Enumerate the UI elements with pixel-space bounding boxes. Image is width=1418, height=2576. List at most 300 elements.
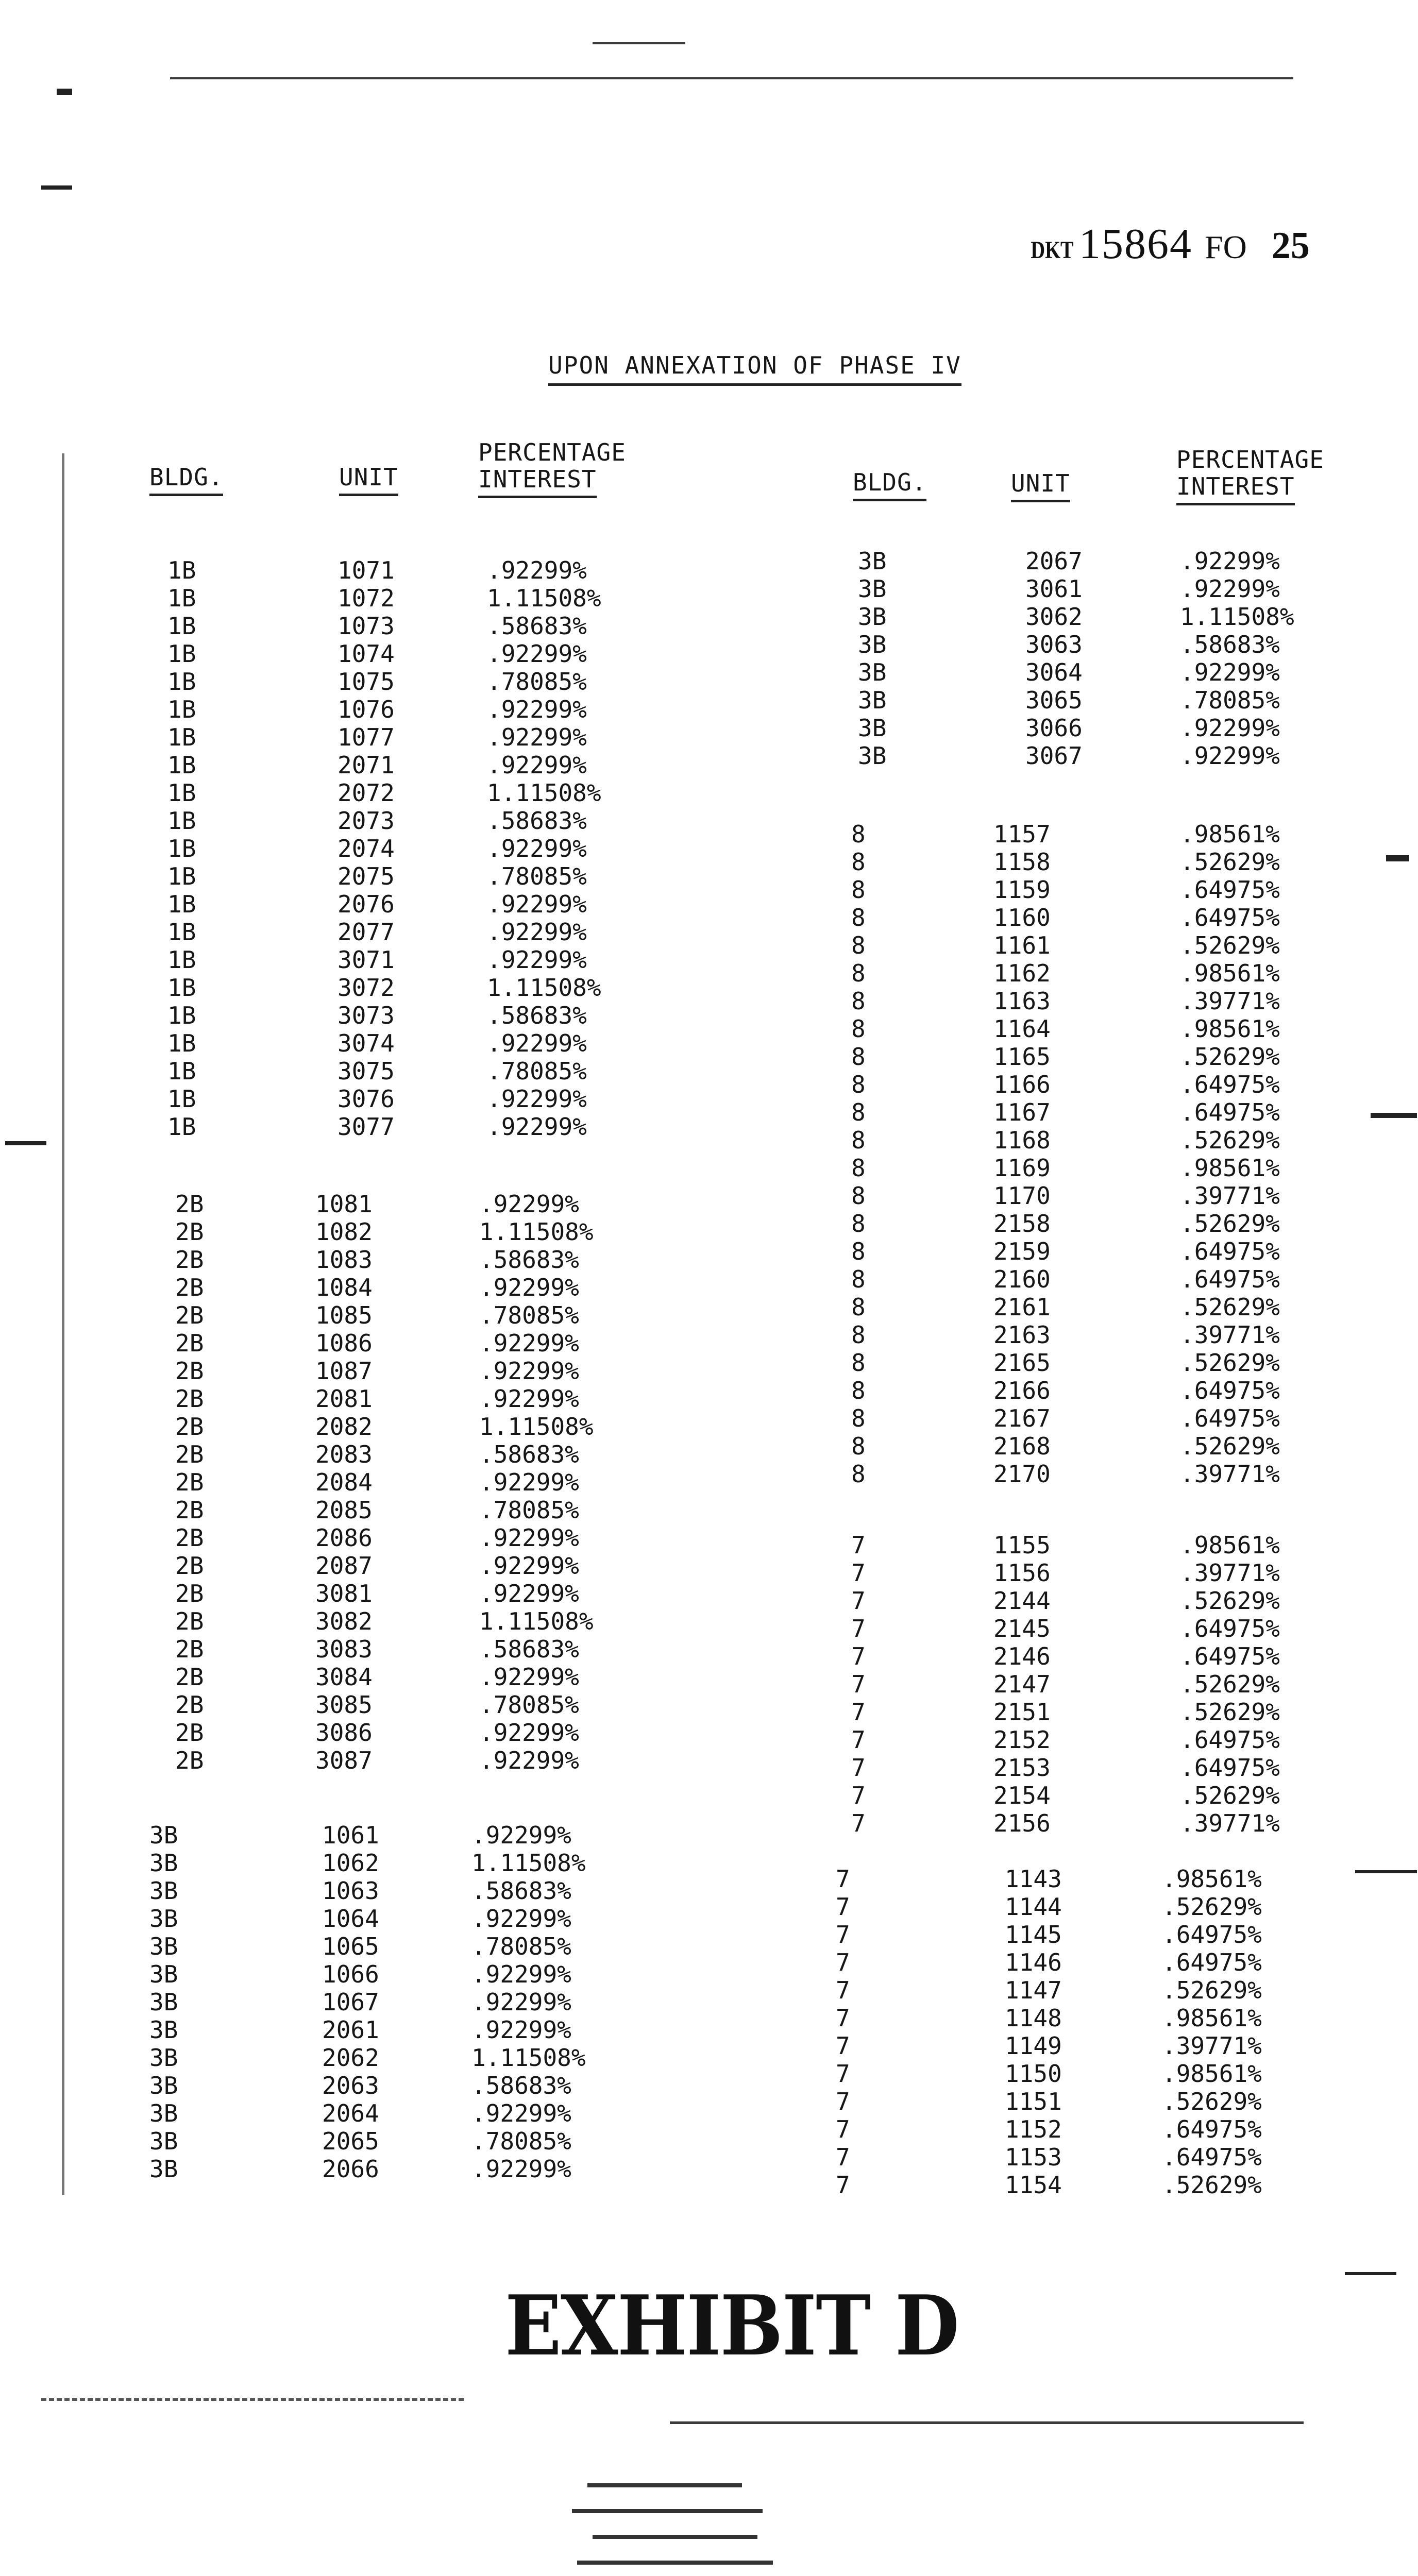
cell-pct: .78085% bbox=[471, 2127, 571, 2155]
cell-bldg: 2B bbox=[175, 1218, 204, 1246]
cell-unit: 3077 bbox=[337, 1113, 395, 1141]
cell-bldg: 3B bbox=[858, 714, 887, 742]
cell-pct: .52629% bbox=[1180, 1043, 1280, 1071]
cell-bldg: 8 bbox=[851, 1238, 866, 1265]
cell-unit: 1153 bbox=[1005, 2143, 1062, 2171]
cell-pct: .98561% bbox=[1162, 2060, 1262, 2088]
cell-bldg: 1B bbox=[167, 1057, 196, 1085]
cell-pct: .98561% bbox=[1180, 1154, 1280, 1182]
cell-pct: .78085% bbox=[487, 1057, 587, 1085]
cell-bldg: 8 bbox=[851, 1154, 866, 1182]
cell-bldg: 2B bbox=[175, 1468, 204, 1496]
cell-unit: 1159 bbox=[993, 876, 1051, 904]
cell-bldg: 3B bbox=[149, 2155, 178, 2183]
cell-bldg: 7 bbox=[836, 1893, 850, 1921]
cell-unit: 1157 bbox=[993, 820, 1051, 848]
cell-unit: 1082 bbox=[315, 1218, 373, 1246]
cell-pct: .92299% bbox=[471, 1821, 571, 1849]
cell-pct: .52629% bbox=[1162, 1893, 1262, 1921]
cell-bldg: 7 bbox=[851, 1559, 866, 1587]
cell-bldg: 1B bbox=[167, 974, 196, 1002]
cell-unit: 1065 bbox=[322, 1933, 379, 1960]
cell-unit: 2072 bbox=[337, 779, 395, 807]
cell-pct: .92299% bbox=[487, 751, 587, 779]
cell-unit: 2074 bbox=[337, 835, 395, 862]
cell-pct: .52629% bbox=[1180, 1670, 1280, 1698]
cell-unit: 2075 bbox=[337, 862, 395, 890]
cell-pct: .92299% bbox=[487, 835, 587, 862]
cell-bldg: 3B bbox=[858, 742, 887, 770]
cell-pct: .52629% bbox=[1162, 1976, 1262, 2004]
cell-pct: .64975% bbox=[1180, 1098, 1280, 1126]
cell-unit: 2145 bbox=[993, 1615, 1051, 1642]
cell-pct: .78085% bbox=[487, 668, 587, 696]
cell-bldg: 8 bbox=[851, 1210, 866, 1238]
cell-pct: .98561% bbox=[1180, 959, 1280, 987]
cell-bldg: 3B bbox=[858, 547, 887, 575]
cell-unit: 3074 bbox=[337, 1029, 395, 1057]
cell-pct: .52629% bbox=[1180, 848, 1280, 876]
cell-unit: 1067 bbox=[322, 1988, 379, 2016]
cell-unit: 1064 bbox=[322, 1905, 379, 1933]
cell-unit: 1154 bbox=[1005, 2171, 1062, 2199]
cell-bldg: 8 bbox=[851, 1321, 866, 1349]
cell-pct: 1.11508% bbox=[471, 1849, 586, 1877]
cell-bldg: 8 bbox=[851, 848, 866, 876]
cell-bldg: 1B bbox=[167, 640, 196, 668]
cell-bldg: 2B bbox=[175, 1301, 204, 1329]
cell-pct: .92299% bbox=[471, 1988, 571, 2016]
cell-unit: 1163 bbox=[993, 987, 1051, 1015]
cell-unit: 1148 bbox=[1005, 2004, 1062, 2032]
cell-bldg: 8 bbox=[851, 1126, 866, 1154]
cell-unit: 2168 bbox=[993, 1432, 1051, 1460]
cell-unit: 2064 bbox=[322, 2099, 379, 2127]
cell-unit: 1146 bbox=[1005, 1948, 1062, 1976]
cell-unit: 3085 bbox=[315, 1691, 373, 1719]
cell-pct: .92299% bbox=[479, 1552, 579, 1580]
cell-unit: 2161 bbox=[993, 1293, 1051, 1321]
cell-pct: 1.11508% bbox=[479, 1607, 594, 1635]
cell-pct: .39771% bbox=[1180, 1460, 1280, 1488]
cell-pct: .78085% bbox=[1180, 686, 1280, 714]
cell-bldg: 3B bbox=[149, 1905, 178, 1933]
cell-bldg: 8 bbox=[851, 1404, 866, 1432]
cell-pct: .52629% bbox=[1180, 1432, 1280, 1460]
cell-bldg: 7 bbox=[851, 1642, 866, 1670]
cell-unit: 3084 bbox=[315, 1663, 373, 1691]
scan-mark bbox=[41, 185, 72, 190]
cell-unit: 3075 bbox=[337, 1057, 395, 1085]
cell-bldg: 7 bbox=[851, 1670, 866, 1698]
right-header-pct-line2: INTEREST bbox=[1176, 473, 1295, 505]
cell-bldg: 7 bbox=[851, 1782, 866, 1809]
cell-bldg: 3B bbox=[149, 2044, 178, 2072]
cell-unit: 1077 bbox=[337, 723, 395, 751]
cell-unit: 3066 bbox=[1025, 714, 1083, 742]
cell-unit: 2154 bbox=[993, 1782, 1051, 1809]
cell-unit: 3086 bbox=[315, 1719, 373, 1747]
cell-unit: 2067 bbox=[1025, 547, 1083, 575]
cell-bldg: 8 bbox=[851, 1377, 866, 1404]
cell-unit: 3072 bbox=[337, 974, 395, 1002]
cell-pct: .92299% bbox=[471, 2155, 571, 2183]
cell-pct: .92299% bbox=[1180, 742, 1280, 770]
cell-pct: .52629% bbox=[1162, 2088, 1262, 2115]
right-header-unit: UNIT bbox=[1011, 470, 1070, 502]
cell-bldg: 3B bbox=[149, 1988, 178, 2016]
cell-bldg: 8 bbox=[851, 1460, 866, 1488]
scan-dashed-line bbox=[41, 2398, 464, 2401]
cell-pct: .92299% bbox=[479, 1329, 579, 1357]
cell-bldg: 8 bbox=[851, 1098, 866, 1126]
cell-bldg: 2B bbox=[175, 1580, 204, 1607]
cell-pct: .98561% bbox=[1180, 1531, 1280, 1559]
cell-pct: .64975% bbox=[1180, 904, 1280, 931]
cell-bldg: 3B bbox=[858, 658, 887, 686]
cell-bldg: 7 bbox=[836, 2171, 850, 2199]
cell-pct: .64975% bbox=[1180, 1642, 1280, 1670]
scan-line-top bbox=[170, 77, 1293, 79]
cell-unit: 2166 bbox=[993, 1377, 1051, 1404]
cell-bldg: 7 bbox=[851, 1809, 866, 1837]
cell-unit: 2153 bbox=[993, 1754, 1051, 1782]
cell-unit: 2170 bbox=[993, 1460, 1051, 1488]
cell-pct: .52629% bbox=[1180, 1698, 1280, 1726]
cell-unit: 1169 bbox=[993, 1154, 1051, 1182]
cell-unit: 3067 bbox=[1025, 742, 1083, 770]
docket-page: 25 bbox=[1271, 225, 1310, 267]
cell-pct: .64975% bbox=[1180, 1377, 1280, 1404]
cell-unit: 2062 bbox=[322, 2044, 379, 2072]
cell-bldg: 1B bbox=[167, 779, 196, 807]
cell-unit: 2084 bbox=[315, 1468, 373, 1496]
cell-unit: 1168 bbox=[993, 1126, 1051, 1154]
cell-bldg: 3B bbox=[858, 603, 887, 631]
cell-unit: 1062 bbox=[322, 1849, 379, 1877]
cell-bldg: 7 bbox=[836, 2115, 850, 2143]
cell-unit: 2147 bbox=[993, 1670, 1051, 1698]
cell-bldg: 7 bbox=[851, 1726, 866, 1754]
cell-pct: .64975% bbox=[1180, 1238, 1280, 1265]
cell-pct: .78085% bbox=[479, 1691, 579, 1719]
cell-bldg: 1B bbox=[167, 1029, 196, 1057]
cell-pct: 1.11508% bbox=[487, 779, 601, 807]
cell-unit: 1087 bbox=[315, 1357, 373, 1385]
cell-bldg: 2B bbox=[175, 1663, 204, 1691]
cell-pct: .92299% bbox=[479, 1274, 579, 1301]
cell-pct: .64975% bbox=[1162, 2143, 1262, 2171]
exhibit-label: EXHIBIT D bbox=[505, 2277, 958, 2374]
cell-pct: .64975% bbox=[1180, 1071, 1280, 1098]
cell-bldg: 8 bbox=[851, 1432, 866, 1460]
cell-bldg: 1B bbox=[167, 1002, 196, 1029]
cell-bldg: 2B bbox=[175, 1274, 204, 1301]
cell-unit: 2156 bbox=[993, 1809, 1051, 1837]
docket-stamp bbox=[1025, 219, 1310, 269]
left-header-bldg: BLDG. bbox=[149, 464, 223, 496]
cell-unit: 3062 bbox=[1025, 603, 1083, 631]
cell-unit: 1074 bbox=[337, 640, 395, 668]
cell-unit: 1073 bbox=[337, 612, 395, 640]
cell-bldg: 1B bbox=[167, 584, 196, 612]
cell-unit: 2163 bbox=[993, 1321, 1051, 1349]
cell-unit: 1160 bbox=[993, 904, 1051, 931]
cell-unit: 1161 bbox=[993, 931, 1051, 959]
cell-unit: 2071 bbox=[337, 751, 395, 779]
cell-bldg: 3B bbox=[149, 1849, 178, 1877]
cell-bldg: 1B bbox=[167, 807, 196, 835]
cell-unit: 1151 bbox=[1005, 2088, 1062, 2115]
cell-unit: 1166 bbox=[993, 1071, 1051, 1098]
cell-pct: .92299% bbox=[487, 918, 587, 946]
cell-pct: .58683% bbox=[487, 1002, 587, 1029]
cell-unit: 2158 bbox=[993, 1210, 1051, 1238]
cell-unit: 1165 bbox=[993, 1043, 1051, 1071]
cell-unit: 1164 bbox=[993, 1015, 1051, 1043]
cell-bldg: 8 bbox=[851, 904, 866, 931]
cell-pct: .92299% bbox=[479, 1580, 579, 1607]
left-header-pct-line2: INTEREST bbox=[478, 466, 597, 498]
cell-bldg: 2B bbox=[175, 1691, 204, 1719]
cell-pct: .58683% bbox=[471, 2072, 571, 2099]
cell-pct: .92299% bbox=[471, 2099, 571, 2127]
cell-unit: 1083 bbox=[315, 1246, 373, 1274]
cell-unit: 2086 bbox=[315, 1524, 373, 1552]
cell-unit: 2077 bbox=[337, 918, 395, 946]
cell-bldg: 7 bbox=[851, 1587, 866, 1615]
cell-unit: 3073 bbox=[337, 1002, 395, 1029]
cell-bldg: 7 bbox=[836, 2060, 850, 2088]
cell-unit: 1149 bbox=[1005, 2032, 1062, 2060]
cell-pct: .92299% bbox=[487, 556, 587, 584]
cell-bldg: 7 bbox=[836, 1865, 850, 1893]
cell-pct: .92299% bbox=[479, 1719, 579, 1747]
cell-unit: 1085 bbox=[315, 1301, 373, 1329]
cell-pct: .98561% bbox=[1162, 1865, 1262, 1893]
cell-bldg: 2B bbox=[175, 1552, 204, 1580]
cell-bldg: 1B bbox=[167, 1085, 196, 1113]
cell-pct: .39771% bbox=[1180, 987, 1280, 1015]
cell-bldg: 2B bbox=[175, 1357, 204, 1385]
cell-pct: .39771% bbox=[1180, 1182, 1280, 1210]
cell-bldg: 1B bbox=[167, 835, 196, 862]
cell-bldg: 7 bbox=[836, 1921, 850, 1948]
cell-bldg: 2B bbox=[175, 1635, 204, 1663]
cell-bldg: 7 bbox=[836, 2088, 850, 2115]
cell-unit: 2152 bbox=[993, 1726, 1051, 1754]
cell-pct: .92299% bbox=[487, 640, 587, 668]
cell-bldg: 1B bbox=[167, 1113, 196, 1141]
cell-unit: 2082 bbox=[315, 1413, 373, 1440]
cell-pct: .39771% bbox=[1180, 1809, 1280, 1837]
cell-unit: 2146 bbox=[993, 1642, 1051, 1670]
cell-pct: .52629% bbox=[1180, 1349, 1280, 1377]
cell-bldg: 1B bbox=[167, 918, 196, 946]
cell-unit: 1066 bbox=[322, 1960, 379, 1988]
cell-pct: .92299% bbox=[479, 1468, 579, 1496]
cell-pct: .92299% bbox=[471, 1905, 571, 1933]
cell-unit: 1075 bbox=[337, 668, 395, 696]
cell-unit: 2160 bbox=[993, 1265, 1051, 1293]
right-header-pct-line1: PERCENTAGE bbox=[1176, 446, 1324, 473]
cell-bldg: 1B bbox=[167, 668, 196, 696]
cell-pct: .52629% bbox=[1180, 931, 1280, 959]
recording-stamp-smudge bbox=[572, 2473, 778, 2576]
cell-unit: 3065 bbox=[1025, 686, 1083, 714]
cell-bldg: 7 bbox=[851, 1698, 866, 1726]
scan-margin-line bbox=[62, 453, 64, 2195]
cell-bldg: 2B bbox=[175, 1524, 204, 1552]
scan-mark bbox=[5, 1141, 46, 1145]
docket-number: 15864 bbox=[1079, 220, 1193, 268]
cell-unit: 3087 bbox=[315, 1747, 373, 1774]
cell-bldg: 1B bbox=[167, 612, 196, 640]
cell-pct: .92299% bbox=[1180, 658, 1280, 686]
cell-pct: .39771% bbox=[1162, 2032, 1262, 2060]
cell-bldg: 8 bbox=[851, 1071, 866, 1098]
cell-pct: .58683% bbox=[487, 612, 587, 640]
cell-bldg: 1B bbox=[167, 862, 196, 890]
cell-unit: 3061 bbox=[1025, 575, 1083, 603]
cell-unit: 2061 bbox=[322, 2016, 379, 2044]
scan-line-top-short bbox=[593, 42, 685, 44]
cell-unit: 1155 bbox=[993, 1531, 1051, 1559]
cell-bldg: 2B bbox=[175, 1496, 204, 1524]
docket-folio: FO bbox=[1205, 229, 1247, 265]
page-title-text: UPON ANNEXATION OF PHASE IV bbox=[548, 351, 961, 386]
cell-bldg: 1B bbox=[167, 696, 196, 723]
page-title bbox=[0, 351, 1418, 379]
cell-pct: .92299% bbox=[1180, 547, 1280, 575]
cell-pct: .92299% bbox=[471, 2016, 571, 2044]
scan-line bbox=[670, 2421, 1304, 2424]
cell-unit: 3076 bbox=[337, 1085, 395, 1113]
cell-bldg: 3B bbox=[858, 686, 887, 714]
cell-unit: 1144 bbox=[1005, 1893, 1062, 1921]
cell-bldg: 3B bbox=[149, 2016, 178, 2044]
cell-unit: 3083 bbox=[315, 1635, 373, 1663]
scan-mark bbox=[57, 89, 72, 95]
cell-pct: .78085% bbox=[479, 1496, 579, 1524]
cell-pct: .92299% bbox=[487, 1085, 587, 1113]
cell-unit: 1145 bbox=[1005, 1921, 1062, 1948]
cell-unit: 2167 bbox=[993, 1404, 1051, 1432]
scan-mark bbox=[1371, 1113, 1417, 1118]
cell-bldg: 7 bbox=[836, 2032, 850, 2060]
cell-bldg: 1B bbox=[167, 890, 196, 918]
cell-unit: 1152 bbox=[1005, 2115, 1062, 2143]
cell-unit: 1150 bbox=[1005, 2060, 1062, 2088]
cell-unit: 1158 bbox=[993, 848, 1051, 876]
cell-bldg: 7 bbox=[851, 1531, 866, 1559]
cell-bldg: 8 bbox=[851, 876, 866, 904]
cell-bldg: 3B bbox=[858, 631, 887, 658]
cell-unit: 1061 bbox=[322, 1821, 379, 1849]
cell-unit: 2063 bbox=[322, 2072, 379, 2099]
cell-pct: .64975% bbox=[1180, 1404, 1280, 1432]
cell-pct: 1.11508% bbox=[487, 584, 601, 612]
cell-pct: .64975% bbox=[1180, 1754, 1280, 1782]
cell-bldg: 2B bbox=[175, 1747, 204, 1774]
cell-bldg: 8 bbox=[851, 1015, 866, 1043]
cell-unit: 2083 bbox=[315, 1440, 373, 1468]
cell-pct: 1.11508% bbox=[479, 1218, 594, 1246]
cell-pct: .92299% bbox=[479, 1190, 579, 1218]
cell-bldg: 2B bbox=[175, 1385, 204, 1413]
docket-prefix: DKT bbox=[1031, 236, 1074, 264]
cell-unit: 1076 bbox=[337, 696, 395, 723]
cell-unit: 2065 bbox=[322, 2127, 379, 2155]
cell-pct: .64975% bbox=[1162, 1921, 1262, 1948]
cell-unit: 2073 bbox=[337, 807, 395, 835]
cell-bldg: 3B bbox=[149, 2072, 178, 2099]
cell-pct: .52629% bbox=[1180, 1210, 1280, 1238]
cell-bldg: 8 bbox=[851, 820, 866, 848]
cell-pct: .92299% bbox=[479, 1385, 579, 1413]
cell-pct: .64975% bbox=[1180, 1265, 1280, 1293]
cell-pct: .92299% bbox=[487, 946, 587, 974]
cell-pct: .92299% bbox=[487, 890, 587, 918]
cell-bldg: 8 bbox=[851, 1349, 866, 1377]
cell-unit: 1063 bbox=[322, 1877, 379, 1905]
cell-bldg: 2B bbox=[175, 1329, 204, 1357]
cell-pct: .78085% bbox=[487, 862, 587, 890]
cell-unit: 2165 bbox=[993, 1349, 1051, 1377]
cell-bldg: 3B bbox=[149, 1877, 178, 1905]
cell-bldg: 7 bbox=[836, 2004, 850, 2032]
cell-pct: .92299% bbox=[1180, 575, 1280, 603]
cell-bldg: 7 bbox=[836, 1976, 850, 2004]
cell-pct: .52629% bbox=[1180, 1126, 1280, 1154]
cell-bldg: 8 bbox=[851, 1293, 866, 1321]
cell-unit: 1167 bbox=[993, 1098, 1051, 1126]
cell-pct: .92299% bbox=[479, 1747, 579, 1774]
cell-bldg: 1B bbox=[167, 723, 196, 751]
cell-bldg: 2B bbox=[175, 1607, 204, 1635]
cell-unit: 2081 bbox=[315, 1385, 373, 1413]
cell-pct: .52629% bbox=[1180, 1293, 1280, 1321]
cell-bldg: 1B bbox=[167, 556, 196, 584]
cell-unit: 2087 bbox=[315, 1552, 373, 1580]
cell-pct: .39771% bbox=[1180, 1559, 1280, 1587]
scan-mark bbox=[1345, 2272, 1396, 2275]
left-header-unit: UNIT bbox=[339, 464, 398, 496]
cell-bldg: 1B bbox=[167, 946, 196, 974]
cell-pct: .78085% bbox=[479, 1301, 579, 1329]
cell-bldg: 3B bbox=[858, 575, 887, 603]
cell-unit: 1143 bbox=[1005, 1865, 1062, 1893]
cell-bldg: 8 bbox=[851, 959, 866, 987]
cell-unit: 3064 bbox=[1025, 658, 1083, 686]
cell-bldg: 7 bbox=[836, 1948, 850, 1976]
cell-pct: .92299% bbox=[487, 1113, 587, 1141]
cell-bldg: 8 bbox=[851, 1265, 866, 1293]
left-header-pct-line1: PERCENTAGE bbox=[478, 438, 626, 466]
cell-bldg: 8 bbox=[851, 987, 866, 1015]
cell-pct: .52629% bbox=[1162, 2171, 1262, 2199]
cell-pct: .64975% bbox=[1180, 1615, 1280, 1642]
cell-unit: 1086 bbox=[315, 1329, 373, 1357]
cell-unit: 3081 bbox=[315, 1580, 373, 1607]
cell-bldg: 3B bbox=[149, 2099, 178, 2127]
cell-bldg: 7 bbox=[836, 2143, 850, 2171]
cell-bldg: 3B bbox=[149, 1821, 178, 1849]
cell-bldg: 7 bbox=[851, 1754, 866, 1782]
right-header-bldg: BLDG. bbox=[853, 469, 926, 501]
cell-pct: 1.11508% bbox=[1180, 603, 1294, 631]
cell-unit: 1147 bbox=[1005, 1976, 1062, 2004]
